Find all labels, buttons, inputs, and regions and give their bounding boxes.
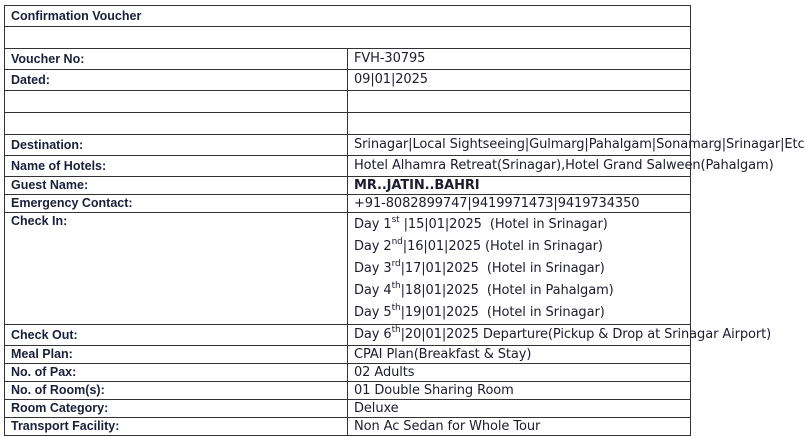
transport-value: Non Ac Sedan for Whole Tour bbox=[348, 418, 691, 436]
emergency-contact-label: Emergency Contact: bbox=[5, 195, 348, 213]
voucher-title: Confirmation Voucher bbox=[5, 6, 691, 27]
blank-row bbox=[5, 27, 691, 49]
check-in-line: Day 3rd|17|01|2025 (Hotel in Srinagar) bbox=[354, 258, 605, 276]
hotels-value: Hotel Alhamra Retreat(Srinagar),Hotel Grand Salween(Pahalgam) bbox=[348, 156, 691, 177]
voucher-table bbox=[4, 5, 805, 436]
check-in-value bbox=[348, 213, 691, 325]
rooms-label: No. of Room(s): bbox=[5, 382, 348, 400]
pax-value: 02 Adults bbox=[348, 364, 691, 382]
pax-label: No. of Pax: bbox=[5, 364, 348, 382]
guest-name-label: Guest Name: bbox=[5, 177, 348, 195]
check-in-label: Check In: bbox=[5, 213, 348, 325]
blank-label-cell bbox=[5, 113, 348, 135]
room-category-label: Room Category: bbox=[5, 400, 348, 418]
check-in-line: Day 5th|19|01|2025 (Hotel in Srinagar) bbox=[354, 302, 605, 320]
check-in-line: Day 2nd|16|01|2025 (Hotel in Srinagar) bbox=[354, 236, 603, 254]
voucher-no-value: FVH-30795 bbox=[348, 49, 691, 70]
check-in-line: Day 4th|18|01|2025 (Hotel in Pahalgam) bbox=[354, 280, 614, 298]
check-in-line: Day 1st |15|01|2025 (Hotel in Srinagar) bbox=[354, 214, 608, 232]
meal-plan-label: Meal Plan: bbox=[5, 346, 348, 364]
rooms-value: 01 Double Sharing Room bbox=[348, 382, 691, 400]
emergency-contact-value: +91-8082899747|9419971473|9419734350 bbox=[348, 195, 691, 213]
dated-value: 09|01|2025 bbox=[348, 70, 691, 91]
guest-name-value: MR..JATIN..BAHRI bbox=[348, 177, 691, 195]
check-out-label: Check Out: bbox=[5, 325, 348, 346]
voucher-no-label: Voucher No: bbox=[5, 49, 348, 70]
meal-plan-value: CPAI Plan(Breakfast & Stay) bbox=[348, 346, 691, 364]
blank-value-cell bbox=[348, 91, 691, 113]
dated-label: Dated: bbox=[5, 70, 348, 91]
destination-label: Destination: bbox=[5, 135, 348, 156]
destination-value: Srinagar|Local Sightseeing|Gulmarg|Pahalgam|Sonamarg|Srinagar|Etc bbox=[348, 135, 691, 156]
blank-value-cell bbox=[348, 113, 691, 135]
hotels-label: Name of Hotels: bbox=[5, 156, 348, 177]
transport-label: Transport Facility: bbox=[5, 418, 348, 436]
check-out-value: Day 6th|20|01|2025 Departure(Pickup & Drop at Srinagar Airport) bbox=[348, 325, 691, 346]
blank-label-cell bbox=[5, 91, 348, 113]
room-category-value: Deluxe bbox=[348, 400, 691, 418]
